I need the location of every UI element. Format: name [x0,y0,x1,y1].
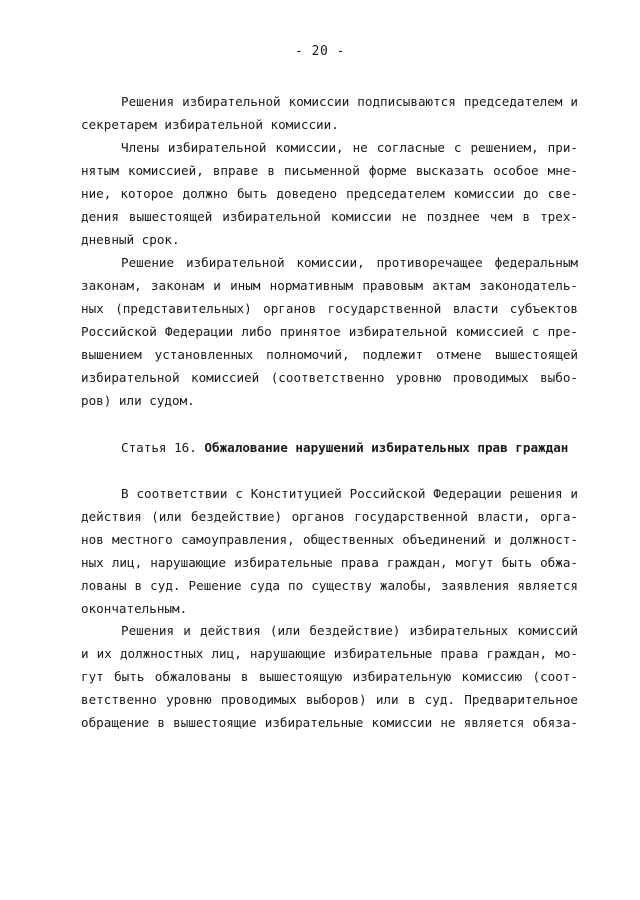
text-line: ров) или судом. [81,393,195,408]
text-line: законам, законам и иным нормативным правовым актам законодатель- [81,278,578,293]
text-line: Российской Федерации либо принятое избирательной комиссией с пре- [81,324,578,339]
text-line: действия (или бездействие) органов государственной власти, орга- [81,509,578,524]
text-line: ных (представительных) органов государственной власти субъектов [81,301,578,316]
page-number: - 20 - [295,44,345,59]
text-line: ние, которое должно быть доведено председателем комиссии до све- [81,186,578,201]
text-line: ных лиц, нарушающие избирательные права граждан, могут быть обжа- [81,555,578,570]
text-line: Решение избирательной комиссии, противоречащее федеральным [121,255,578,270]
text-line: нятым комиссией, вправе в письменной форме высказать особое мне- [81,163,578,178]
text-line: вышением установленных полномочий, подлежит отмене вышестоящей [81,347,578,362]
paragraph-cancellation [81,251,578,412]
text-line: Решения избирательной комиссии подписываются председателем и [121,94,578,109]
text-line: В соответствии с Конституцией Российской Федерации решения и [121,486,578,501]
paragraph-constitution [81,482,578,620]
text-line: и их должностных лиц, нарушающие избирательные права граждан, мо- [81,646,578,661]
text-line: окончательным. [81,601,188,616]
text-line: дения вышестоящей избирательной комиссии не позднее чем в трех- [81,209,578,224]
text-line: избирательной комиссией (соответственно уровню проводимых выбо- [81,370,578,385]
paragraph-commission-appeal [81,619,578,734]
article-title: Обжалование нарушений избирательных прав граждан [204,440,569,455]
text-line: обращение в вышестоящие избирательные комиссии не является обяза- [81,715,578,730]
text-line: Решения и действия (или бездействие) избирательных комиссий [121,623,578,638]
article-number: Статья 16. [121,440,197,455]
text-line: гут быть обжалованы в вышестоящую избирательную комиссию (соот- [81,669,578,684]
text-line: ветственно уровню проводимых выборов) или в суд. Предварительное [81,692,578,707]
text-line: нов местного самоуправления, общественных объединений и должност- [81,532,578,547]
paragraph-dissent [81,136,578,251]
text-line: дневный срок. [81,232,180,247]
text-line: лованы в суд. Решение суда по существу жалобы, заявления является [81,578,578,593]
paragraph-signing [81,90,578,136]
text-line: Члены избирательной комиссии, не согласные с решением, при- [121,140,578,155]
text-line: секретарем избирательной комиссии. [81,117,339,132]
article-heading [121,436,568,459]
